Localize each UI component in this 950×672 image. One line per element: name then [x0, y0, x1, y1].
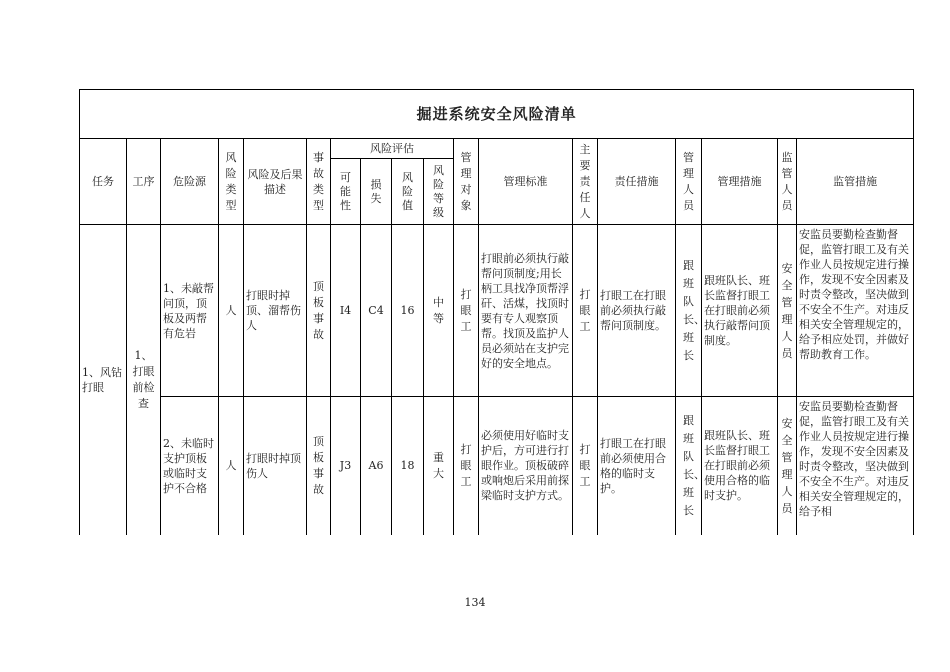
header-consequence: 风险及后果描述	[244, 139, 307, 225]
responsible-cell: 打眼工	[573, 397, 598, 535]
sup-person-cell: 安全管理人员	[778, 225, 797, 397]
loss-cell: A6	[361, 397, 392, 535]
header-possibility: 可能性	[331, 159, 361, 225]
resp-measures-cell: 打眼工在打眼前必须使用合格的临时支护。	[598, 397, 676, 535]
loss-cell: C4	[361, 225, 392, 397]
header-risk-type: 风险类型	[219, 139, 244, 225]
header-loss: 损失	[361, 159, 392, 225]
mgmt-person-cell: 跟班队长、班长	[676, 397, 702, 535]
header-accident-type: 事故类型	[307, 139, 331, 225]
risk-type-cell: 人	[219, 225, 244, 397]
possibility-cell: J3	[331, 397, 361, 535]
responsible-cell: 打眼工	[573, 225, 598, 397]
header-risk-value: 风险值	[392, 159, 424, 225]
mgmt-standard-cell: 必须使用好临时支护后，方可进行打眼作业。顶板破碎或响炮后采用前探梁临时支护方式。	[479, 397, 573, 535]
process-cell: 1、打眼前检查	[127, 225, 161, 535]
mgmt-person-cell: 跟班队长、班长	[676, 225, 702, 397]
header-risk-level: 风险等级	[424, 159, 454, 225]
consequence-cell: 打眼时掉顶、溜帮伤人	[244, 225, 307, 397]
consequence-cell: 打眼时掉顶伤人	[244, 397, 307, 535]
risk-value-cell: 16	[392, 225, 424, 397]
header-task: 任务	[80, 139, 127, 225]
task-cell: 1、风钻打眼	[80, 225, 127, 535]
mgmt-object-cell: 打眼工	[454, 225, 479, 397]
header-hazard: 危险源	[161, 139, 219, 225]
header-mgmt-standard: 管理标准	[479, 139, 573, 225]
risk-value-cell: 18	[392, 397, 424, 535]
header-responsible: 主要责任人	[573, 139, 598, 225]
mgmt-measures-cell: 跟班队长、班长监督打眼工在打眼前必须执行敲帮问顶制度。	[702, 225, 778, 397]
risk-level-cell: 中等	[424, 225, 454, 397]
mgmt-standard-cell: 打眼前必须执行敲帮问顶制度;用长柄工具找净顶帮浮矸、活煤，找顶时要有专人观察顶帮。找顶及监护人员必须站在支护完好的安全地点。	[479, 225, 573, 397]
header-resp-measures: 责任措施	[598, 139, 676, 225]
sup-person-cell: 安全管理人员	[778, 397, 797, 535]
header-sup-measures: 监管措施	[797, 139, 914, 225]
resp-measures-cell: 打眼工在打眼前必须执行敲帮问顶制度。	[598, 225, 676, 397]
hazard-cell: 1、未敲帮问顶，顶板及两帮有危岩	[161, 225, 219, 397]
sup-measures-cell: 安监员要勤检查勤督促，监管打眼工及有关作业人员按规定进行操作，发现不安全因素及时责令整改，坚决做到不安全不生产。对违反相关安全管理规定的，给予相	[797, 397, 914, 535]
table-row	[80, 397, 914, 535]
header-process: 工序	[127, 139, 161, 225]
accident-type-cell: 顶板事故	[307, 397, 331, 535]
header-sup-person: 监管人员	[778, 139, 797, 225]
page-number: 134	[464, 596, 486, 609]
header-mgmt-measures: 管理措施	[702, 139, 778, 225]
header-assessment: 风险评估	[331, 139, 454, 159]
risk-level-cell: 重大	[424, 397, 454, 535]
accident-type-cell: 顶板事故	[307, 225, 331, 397]
possibility-cell: I4	[331, 225, 361, 397]
hazard-cell: 2、未临时支护顶板或临时支护不合格	[161, 397, 219, 535]
header-mgmt-object: 管理对象	[454, 139, 479, 225]
mgmt-measures-cell: 跟班队长、班长监督打眼工在打眼前必须使用合格的临时支护。	[702, 397, 778, 535]
header-mgmt-person: 管理人员	[676, 139, 702, 225]
risk-type-cell: 人	[219, 397, 244, 535]
mgmt-object-cell: 打眼工	[454, 397, 479, 535]
sup-measures-cell: 安监员要勤检查勤督促，监管打眼工及有关作业人员按规定进行操作，发现不安全因素及时责令整改，坚决做到不安全不生产。对违反相关安全管理规定的，给予相应处罚，并做好帮助教育工作。	[797, 225, 914, 397]
risk-list-table	[79, 89, 914, 535]
table-row	[80, 225, 914, 397]
page-title: 掘进系统安全风险清单	[80, 90, 914, 139]
